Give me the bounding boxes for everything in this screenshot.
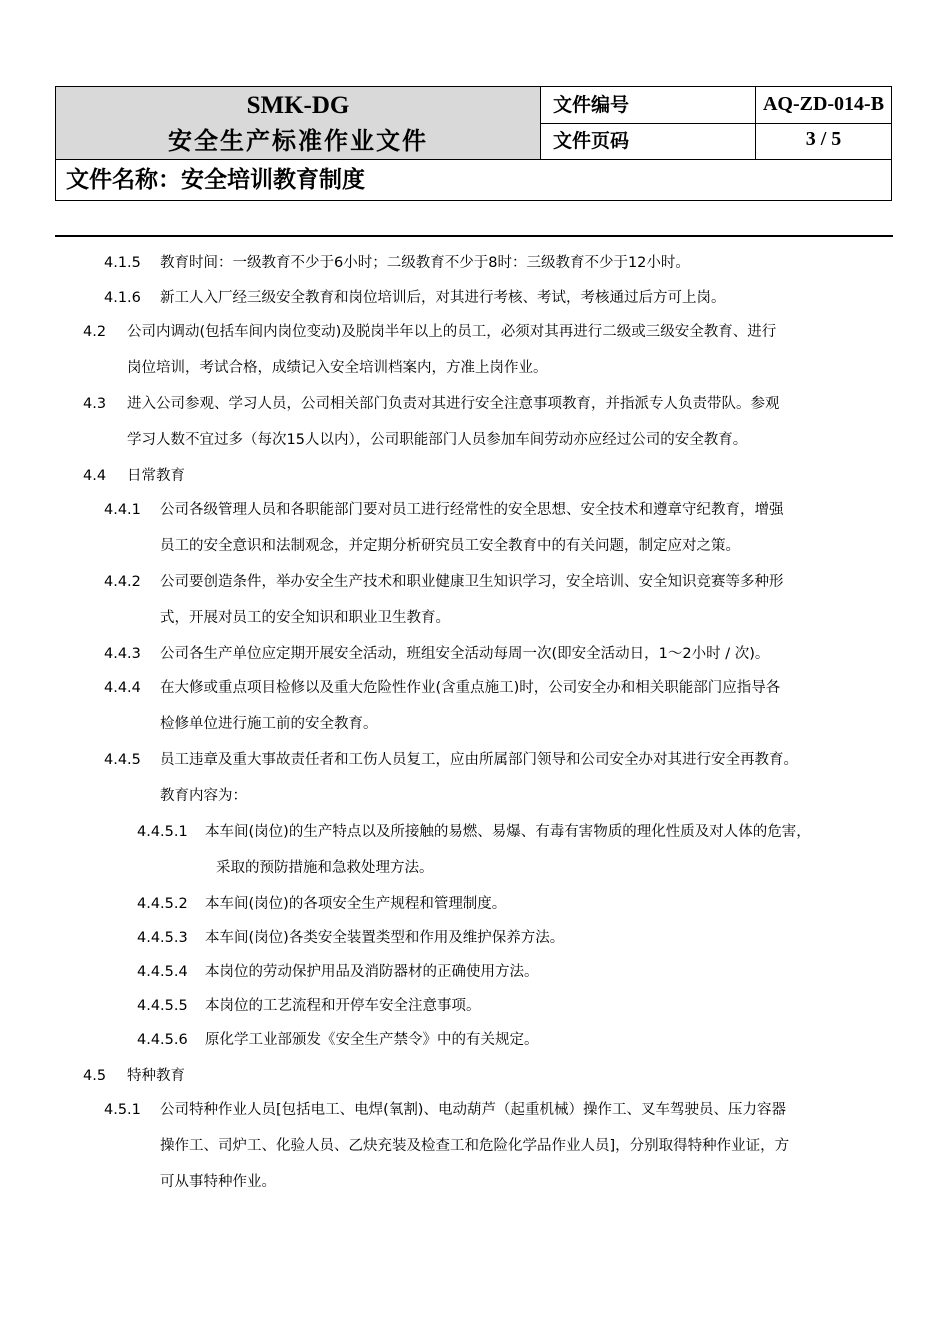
doc-number-label: 文件编号 <box>541 87 756 124</box>
list-item: 4.1.5 教育时间：一级教育不少于6小时；二级教育不少于8时：三级教育不少于12小时。 <box>104 255 690 271</box>
list-item: 4.1.6 新工人入厂经三级安全教育和岗位培训后，对其进行考核、考试，考核通过后方可上岗。 <box>104 290 726 306</box>
list-item-continuation: 检修单位进行施工前的安全教育。 <box>160 716 378 732</box>
header-title-cell <box>56 87 541 160</box>
list-item: 4.2 公司内调动(包括车间内岗位变动)及脱岗半年以上的员工，必须对其再进行二级或三级安全教育、进行 <box>83 324 777 340</box>
section-heading: 4.5 特种教育 <box>83 1068 185 1084</box>
list-item-continuation: 可从事特种作业。 <box>160 1174 276 1190</box>
list-item: 4.5.1 公司特种作业人员[包括电工、电焊(氧割)、电动葫芦（起重机械）操作工、叉车驾驶员、压力容器 <box>104 1102 786 1118</box>
section-heading: 4.4 日常教育 <box>83 468 185 484</box>
list-item-continuation: 采取的预防措施和急救处理方法。 <box>216 860 434 876</box>
doc-number-value: AQ-ZD-014-B <box>756 87 891 124</box>
company-name: SMK-DG <box>246 92 350 119</box>
list-item-continuation: 操作工、司炉工、化验人员、乙炔充装及检查工和危险化学品作业人员]，分别取得特种作业证，方 <box>160 1138 790 1154</box>
document-header <box>55 86 892 201</box>
list-item: 4.4.5.3 本车间(岗位)各类安全装置类型和作用及维护保养方法。 <box>137 930 565 946</box>
list-item: 4.4.5.1 本车间(岗位)的生产特点以及所接触的易燃、易爆、有毒有害物质的理化性质及对人体的危害， <box>137 824 811 840</box>
page-number-label: 文件页码 <box>541 124 756 160</box>
list-item: 4.4.5.2 本车间(岗位)的各项安全生产规程和管理制度。 <box>137 896 507 912</box>
list-item-continuation: 式，开展对员工的安全知识和职业卫生教育。 <box>160 610 450 626</box>
list-item-continuation: 学习人数不宜过多（每次15人以内），公司职能部门人员参加车间劳动亦应经过公司的安全教育。 <box>127 432 748 448</box>
header-divider <box>55 235 893 237</box>
page-number-value: 3 / 5 <box>756 124 891 160</box>
list-item: 4.4.5.4 本岗位的劳动保护用品及消防器材的正确使用方法。 <box>137 964 539 980</box>
list-item: 4.4.5 员工违章及重大事故责任者和工伤人员复工，应由所属部门领导和公司安全办对其进行安全再教育。 <box>104 752 798 768</box>
list-item-continuation: 岗位培训，考试合格，成绩记入安全培训档案内，方准上岗作业。 <box>127 360 548 376</box>
document-name: 文件名称：安全培训教育制度 <box>66 166 365 193</box>
list-item: 4.3 进入公司参观、学习人员，公司相关部门负责对其进行安全注意事项教育，并指派专人负责带队。参观 <box>83 396 780 412</box>
list-item-continuation: 员工的安全意识和法制观念，并定期分析研究员工安全教育中的有关问题，制定应对之策。 <box>160 538 740 554</box>
list-item: 4.4.5.5 本岗位的工艺流程和开停车安全注意事项。 <box>137 998 481 1014</box>
list-item: 4.4.5.6 原化学工业部颁发《安全生产禁令》中的有关规定。 <box>137 1032 539 1048</box>
list-item-continuation: 教育内容为： <box>160 788 247 804</box>
list-item: 4.4.2 公司要创造条件，举办安全生产技术和职业健康卫生知识学习，安全培训、安全知识竞赛等多种形 <box>104 574 784 590</box>
list-item: 4.4.4 在大修或重点项目检修以及重大危险性作业(含重点施工)时，公司安全办和相关职能部门应指导各 <box>104 680 781 696</box>
document-type: 安全生产标准作业文件 <box>168 126 428 155</box>
list-item: 4.4.3 公司各生产单位应定期开展安全活动，班组安全活动每周一次(即安全活动日，1～2小时 / 次)。 <box>104 646 770 662</box>
list-item: 4.4.1 公司各级管理人员和各职能部门要对员工进行经常性的安全思想、安全技术和遵章守纪教育，增强 <box>104 502 784 518</box>
